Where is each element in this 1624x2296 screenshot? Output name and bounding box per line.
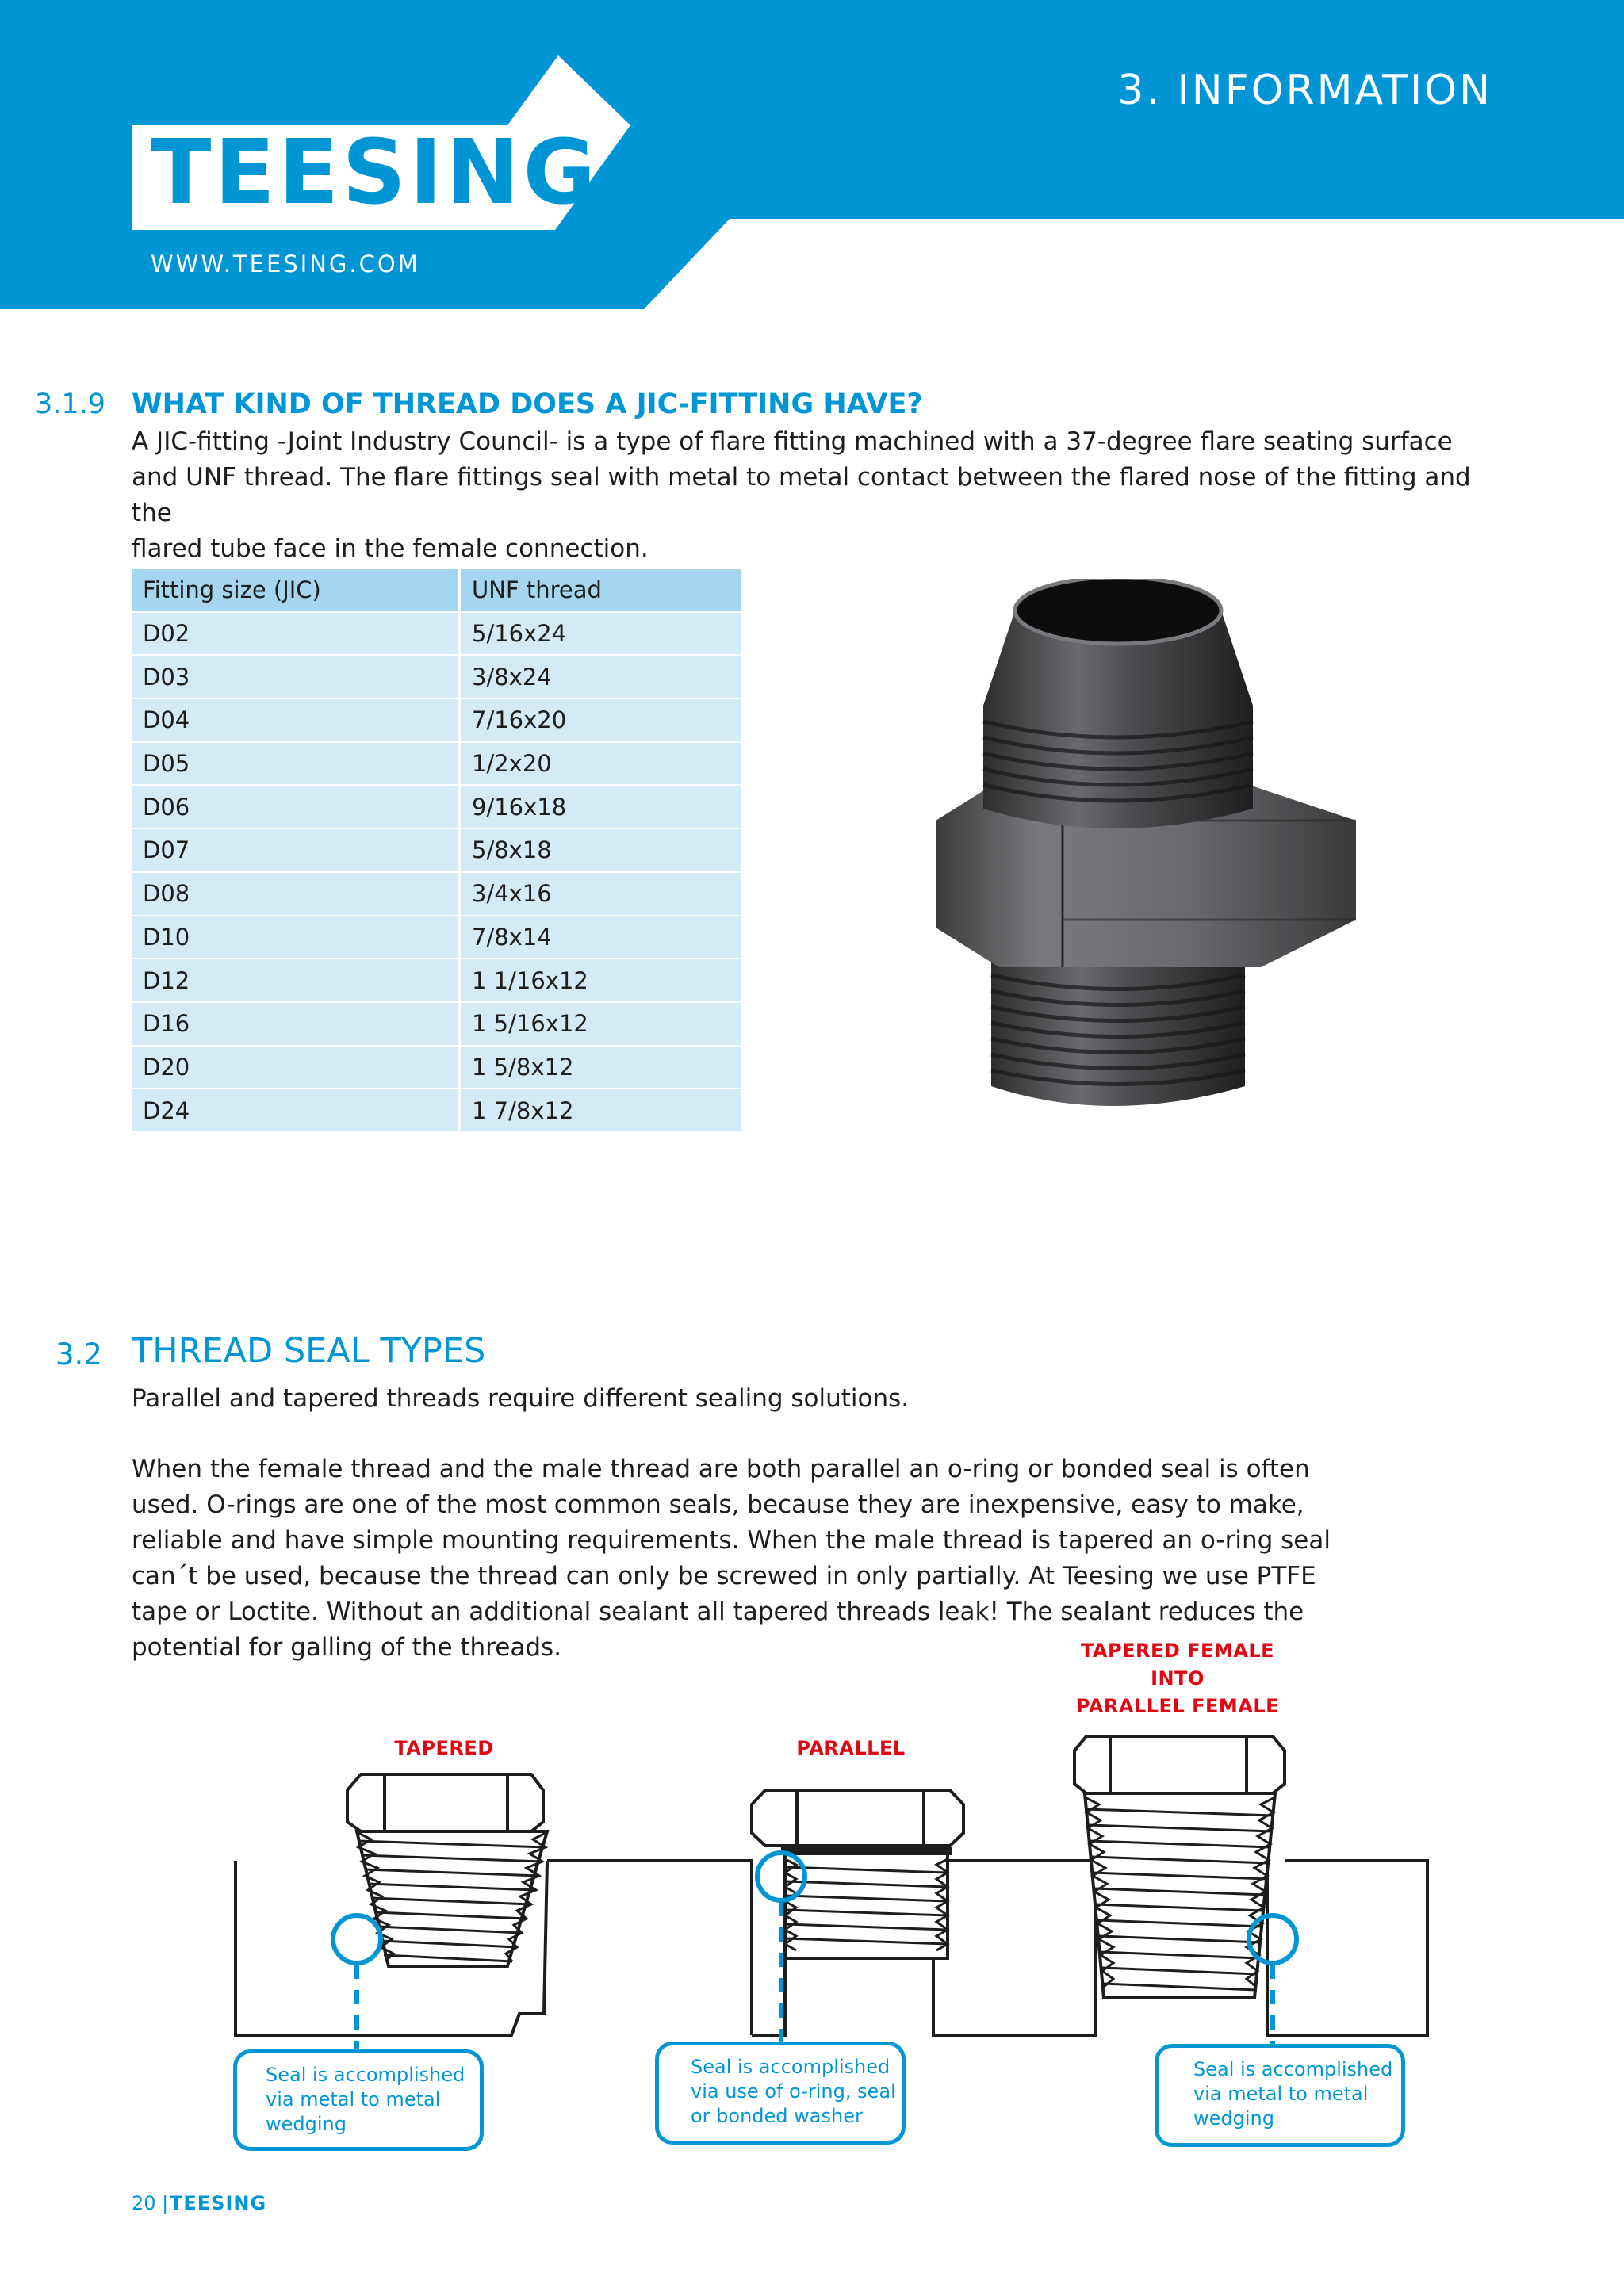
callout-line: via metal to metal (1193, 2083, 1369, 2105)
table-row (132, 612, 741, 656)
label-line: INTO (1151, 1667, 1205, 1689)
column-header: UNF thread (460, 569, 741, 612)
callout-line: wedging (266, 2113, 347, 2135)
table-row (132, 1002, 741, 1046)
paragraph-line: flared tube face in the female connection. (132, 534, 649, 563)
unf-thread-cell: 7/8x14 (460, 916, 741, 959)
fitting-size-cell: D03 (132, 655, 460, 698)
paragraph-line: reliable and have simple mounting requirements. When the male thread is tapered an o-ring seal (132, 1526, 1331, 1555)
fitting-size-cell: D07 (132, 828, 460, 872)
parallel-seal-callout (655, 2042, 906, 2145)
table-header-row (132, 569, 741, 612)
table-row (132, 1046, 741, 1089)
jic-thread-table (132, 569, 741, 1133)
fitting-size-cell: D02 (132, 612, 460, 656)
fitting-size-cell: D12 (132, 959, 460, 1002)
paragraph-line: tape or Loctite. Without an additional sealant all tapered threads leak! The sealant reduces the (132, 1598, 1304, 1626)
fitting-size-cell: D16 (132, 1002, 460, 1046)
page-number: 20 | (132, 2192, 169, 2214)
unf-thread-cell: 1 1/16x12 (460, 959, 741, 1002)
unf-thread-cell: 3/4x16 (460, 872, 741, 916)
unf-thread-cell: 1/2x20 (460, 742, 741, 786)
section-number: 3.1.9 (35, 388, 106, 420)
paragraph-line: A JIC-fitting -Joint Industry Council- is a type of flare fitting machined with a 37-degree flare seating surface (132, 427, 1453, 456)
footer-brand: TEESING (170, 2192, 267, 2214)
section-paragraph (132, 424, 1496, 567)
unf-thread-cell: 1 5/16x12 (460, 1002, 741, 1046)
chapter-title: 3. INFORMATION (1117, 67, 1492, 114)
table-row (132, 872, 741, 916)
callout-line: wedging (1193, 2107, 1274, 2130)
callout-line: or bonded washer (691, 2105, 863, 2127)
paragraph-line: potential for galling of the threads. (132, 1633, 562, 1662)
tapered-seal-callout (233, 2049, 484, 2151)
unf-thread-cell: 3/8x24 (460, 655, 741, 698)
mixed-seal-callout (1155, 2044, 1405, 2147)
table-row (132, 742, 741, 786)
table-row (132, 959, 741, 1002)
fitting-size-cell: D08 (132, 872, 460, 916)
unf-thread-cell: 1 7/8x12 (460, 1089, 741, 1132)
table-row (132, 1089, 741, 1132)
jic-fitting-photo (912, 579, 1372, 1118)
section-title: WHAT KIND OF THREAD DOES A JIC-FITTING HAVE? (132, 388, 923, 420)
section-number: 3.2 (56, 1337, 102, 1372)
table-row (132, 785, 741, 828)
unf-thread-cell: 7/16x20 (460, 698, 741, 742)
teesing-logo[interactable]: TEESING (151, 121, 599, 224)
fitting-size-cell: D20 (132, 1046, 460, 1089)
unf-thread-cell: 5/8x18 (460, 828, 741, 872)
callout-line: Seal is accomplished (1193, 2058, 1393, 2080)
unf-thread-cell: 9/16x18 (460, 785, 741, 828)
section-intro: Parallel and tapered threads require different sealing solutions. (132, 1384, 910, 1413)
website-url[interactable]: WWW.TEESING.COM (151, 251, 420, 277)
table-row (132, 828, 741, 872)
fitting-size-cell: D06 (132, 785, 460, 828)
paragraph-line: used. O-rings are one of the most common seals, because they are inexpensive, easy to make, (132, 1490, 1304, 1519)
fitting-size-cell: D05 (132, 742, 460, 786)
label-line: PARALLEL FEMALE (1075, 1695, 1280, 1717)
table-row (132, 655, 741, 698)
callout-line: via use of o-ring, seal (691, 2080, 896, 2103)
section-title: THREAD SEAL TYPES (132, 1331, 486, 1371)
fitting-size-cell: D10 (132, 916, 460, 959)
unf-thread-cell: 5/16x24 (460, 612, 741, 656)
fitting-size-cell: D04 (132, 698, 460, 742)
label-line: TAPERED FEMALE (1080, 1640, 1275, 1662)
tapered-label: TAPERED (394, 1737, 494, 1759)
paragraph-line: When the female thread and the male thread are both parallel an o-ring or bonded seal is often (132, 1455, 1310, 1483)
callout-line: Seal is accomplished (266, 2064, 465, 2086)
unf-thread-cell: 1 5/8x12 (460, 1046, 741, 1089)
paragraph-line: can´t be used, because the thread can only be screwed in only partially. At Teesing we use PTFE (132, 1562, 1316, 1590)
table-row (132, 698, 741, 742)
fitting-size-cell: D24 (132, 1089, 460, 1132)
column-header: Fitting size (JIC) (132, 569, 460, 612)
callout-line: Seal is accomplished (691, 2056, 891, 2078)
callout-line: via metal to metal (266, 2088, 441, 2110)
parallel-label: PARALLEL (796, 1737, 906, 1759)
table-row (132, 916, 741, 959)
paragraph-line: and UNF thread. The flare fittings seal with metal to metal contact between the flared nose of the fitting and the (132, 463, 1471, 527)
